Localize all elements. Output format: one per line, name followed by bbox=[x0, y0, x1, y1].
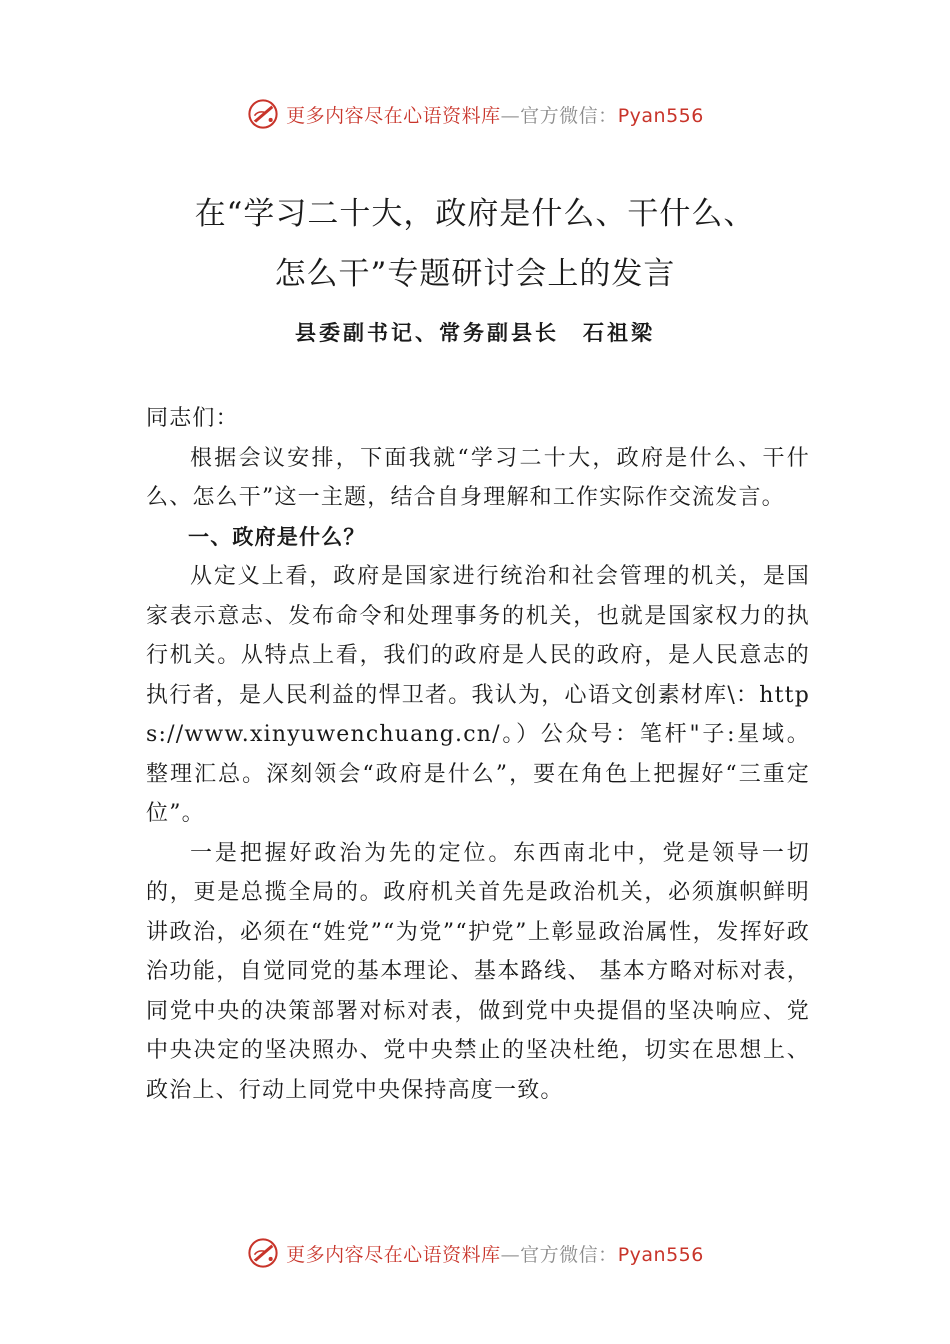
paragraph-political-position: 一是把握好政治为先的定位。东西南北中，党是领导一切的，更是总揽全局的。政府机关首先是政治机关，必须旗帜鲜明讲政治，必须在“姓党”“为党”“护党”上彰显政治属性，发挥好政治功能，自觉同党的基本理论、基本路线、 基本方略对标对表，同党中央的决策部署对标对表，做到党中央提倡的坚决响应、党中央决定的坚决照办、党中央禁止的坚决杜绝，切实在思想上、政治上、行动上同党中央保持高度一致。 bbox=[146, 840, 810, 1103]
banner-site-name: 更多内容尽在心语资料库 bbox=[286, 104, 501, 127]
document-title-line-1: 在“学习二十大，政府是什么、干什么、 bbox=[194, 196, 756, 232]
document-body bbox=[146, 399, 810, 1110]
banner-wechat-id: Pyan556 bbox=[617, 104, 704, 127]
footer-banner bbox=[0, 1233, 950, 1273]
banner-wechat-id: Pyan556 bbox=[617, 1243, 704, 1266]
banner-separator: — bbox=[500, 1243, 521, 1266]
banner-text bbox=[286, 101, 704, 128]
author-line: 县委副书记、常务副县长 石祖梁 bbox=[295, 320, 655, 345]
intro-paragraph: 根据会议安排，下面我就“学习二十大，政府是什么、干什么、怎么干”这一主题，结合自身理解和工作实际作交流发言。 bbox=[146, 445, 810, 510]
paragraph-definition: 从定义上看，政府是国家进行统治和社会管理的机关，是国家表示意志、发布命令和处理事务的机关，也就是国家权力的执行机关。从特点上看，我们的政府是人民的政府，是人民意志的执行者，是人民利益的悍卫者。我认为，心语文创素材库\：https://www.xinyuwenchuang.cn/。）公众号：笔杆"子:星域。整理汇总。深刻领会“政府是什么”，要在角色上把握好“三重定位”。 bbox=[146, 564, 810, 826]
brand-logo-icon bbox=[246, 1236, 280, 1270]
salutation: 同志们： bbox=[146, 406, 239, 431]
banner-wechat-label: 官方微信： bbox=[520, 104, 618, 127]
brand-logo-icon bbox=[246, 97, 280, 131]
section-heading-1: 一、政府是什么？ bbox=[188, 524, 366, 549]
banner-wechat-label: 官方微信： bbox=[520, 1243, 618, 1266]
document-title-line-2: 怎么干”专题研讨会上的发言 bbox=[274, 256, 676, 292]
banner-text bbox=[286, 1240, 704, 1267]
banner-separator: — bbox=[500, 104, 521, 127]
banner-site-name: 更多内容尽在心语资料库 bbox=[286, 1243, 501, 1266]
header-banner bbox=[0, 94, 950, 134]
